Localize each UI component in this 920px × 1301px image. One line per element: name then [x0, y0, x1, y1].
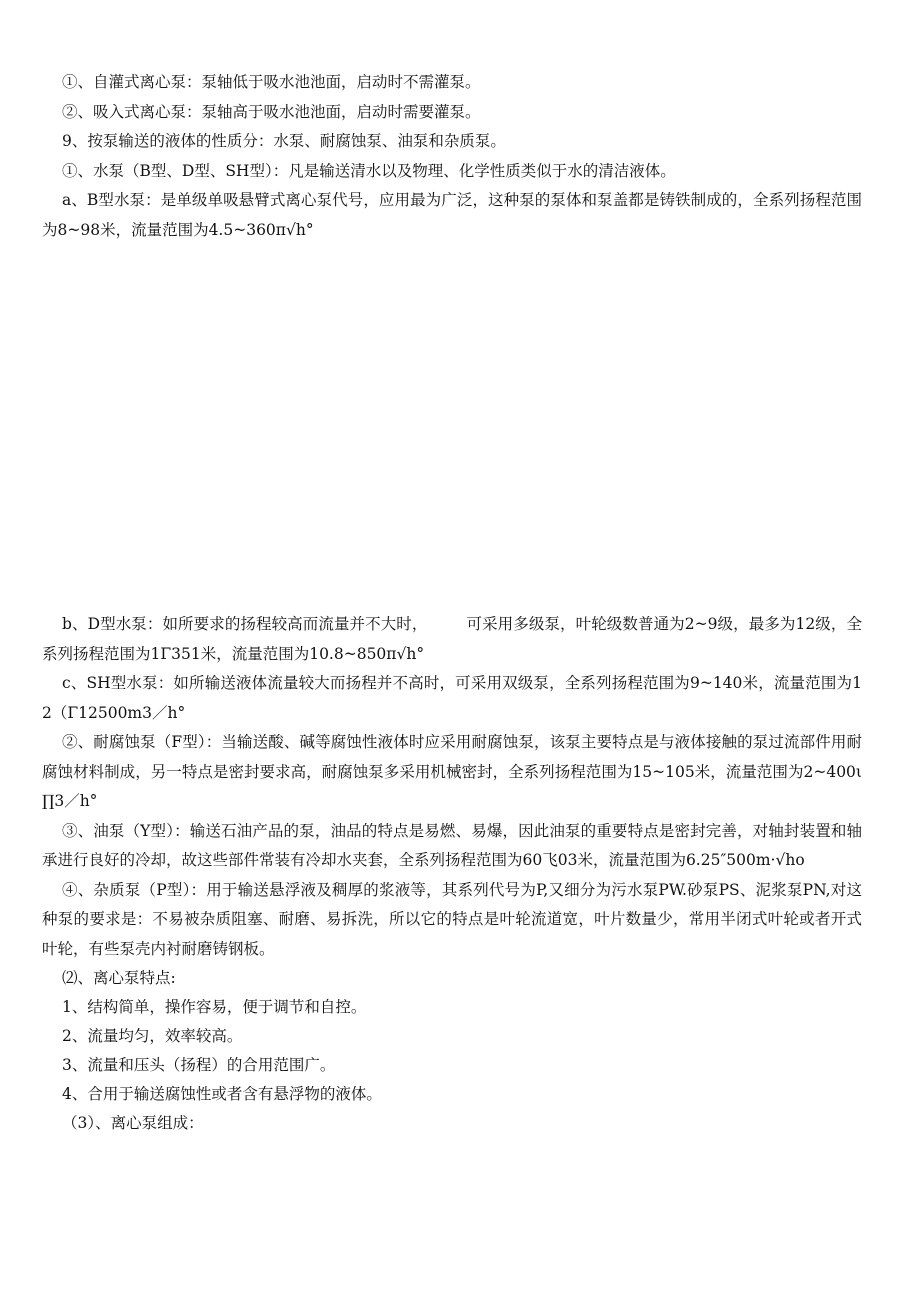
list-item-feature-3: 3、流量和压头（扬程）的合用范围广。	[62, 1056, 336, 1074]
paragraph-impurity-pump: ④、杂质泵（P型）：用于输送悬浮液及稠厚的浆液等，其系列代号为P,又细分为污水泵PW.砂泵PS、泥浆泵PN,对这种泵的要求是：不易被杂质阻塞、耐磨、易拆洗，所以它的特点是叶轮流道宽，叶片数量少，常用半闭式叶轮或者开式叶轮，有些泵壳内衬耐磨铸钢板。	[42, 880, 862, 958]
list-item-feature-2: 2、流量均匀，效率较高。	[62, 1027, 243, 1045]
paragraph-oil-pump: ③、油泵（Y型）：输送石油产品的泵，油品的特点是易燃、易爆，因此油泵的重要特点是密封完善，对轴封装置和轴承进行良好的冷却，故这些部件常装有冷却水夹套，全系列扬程范围为60飞03米，流量范围为6.25″500m·√ho	[42, 821, 862, 869]
paragraph-d-type-pump: b、D型水泵：如所要求的扬程较高而流量并不大时， 可采用多级泵，叶轮级数普通为2~9级，最多为12级，全系列扬程范围为1Γ351米，流量范围为10.8~850π√h°	[42, 615, 862, 663]
paragraph-suction-pump: ②、吸入式离心泵：泵轴高于吸水池池面，启动时需要灌泵。	[62, 102, 481, 121]
list-item-feature-1: 1、结构简单，操作容易，便于调节和自控。	[62, 998, 367, 1016]
paragraph-b-type-pump: a、B型水泵：是单级单吸悬臂式离心泵代号，应用最为广泛，这种泵的泵体和泵盖都是铸铁制成的，全系列扬程范围为8~98米，流量范围为4.5~360π√h°	[42, 191, 862, 239]
paragraph-liquid-classification: 9、按泵输送的液体的性质分：水泵、耐腐蚀泵、油泵和杂质泵。	[62, 132, 506, 150]
paragraph-corrosion-resistant-pump: ②、耐腐蚀泵（F型）：当输送酸、碱等腐蚀性液体时应采用耐腐蚀泵，该泵主要特点是与液体接触的泵过流部件用耐腐蚀材料制成，另一特点是密封要求高，耐腐蚀泵多采用机械密封，全系列扬程范围为15~105米，流量范围为2~400ι∏3／h°	[42, 733, 862, 810]
list-item-feature-4: 4、合用于输送腐蚀性或者含有悬浮物的液体。	[62, 1085, 382, 1103]
top-text-block	[42, 68, 862, 245]
bottom-text-block	[42, 610, 862, 1138]
paragraph-self-priming-pump: ①、自灌式离心泵：泵轴低于吸水池池面，启动时不需灌泵。	[62, 73, 481, 91]
paragraph-water-pump: ①、水泵（B型、D型、SH型）：凡是输送清水以及物理、化学性质类似于水的清洁液体。	[62, 161, 676, 180]
paragraph-sh-type-pump: c、SH型水泵：如所输送液体流量较大而扬程并不高时，可采用双级泵，全系列扬程范围为9~140米，流量范围为12（Γ12500m3／h°	[42, 674, 862, 722]
heading-pump-components: （3）、离心泵组成：	[62, 1114, 204, 1132]
heading-pump-features: ⑵、离心泵特点:	[62, 969, 176, 987]
